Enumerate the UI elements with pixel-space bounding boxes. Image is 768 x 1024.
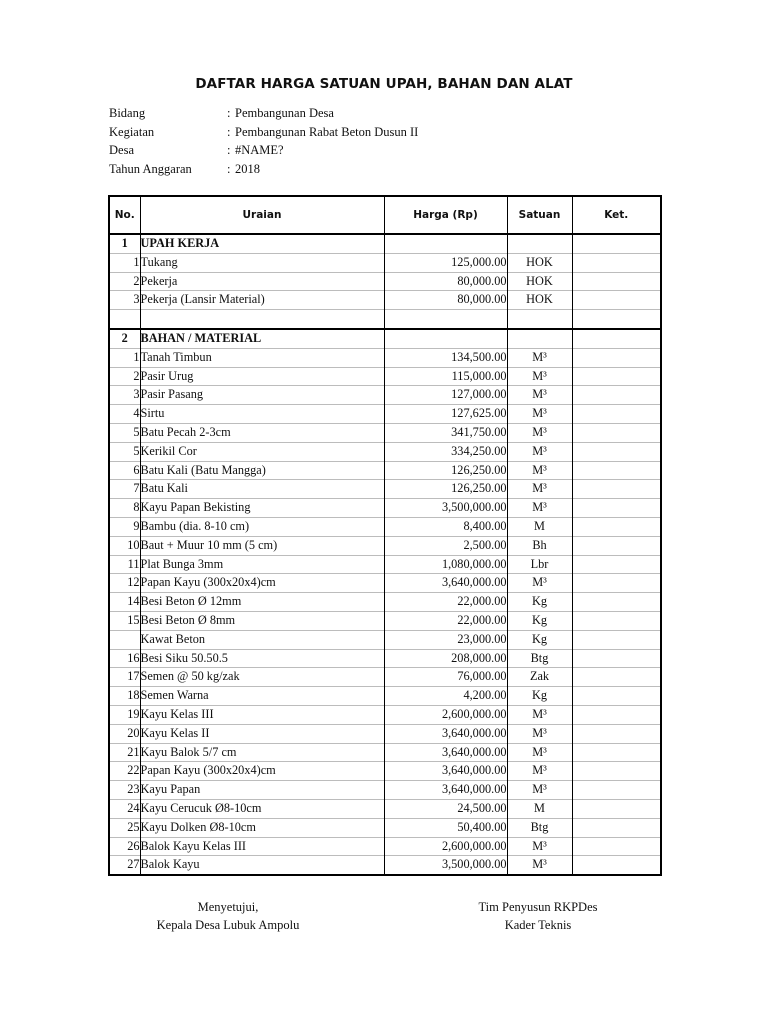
item-note [572, 442, 661, 461]
empty-cell [572, 329, 661, 348]
info-colon: : [227, 161, 231, 176]
table-header-row [109, 196, 661, 234]
item-note [572, 687, 661, 706]
item-price: 134,500.00 [384, 348, 507, 367]
item-name: Besi Siku 50.50.5 [140, 649, 384, 668]
item-name: Semen @ 50 kg/zak [140, 668, 384, 687]
item-price: 334,250.00 [384, 442, 507, 461]
signature-left-line1: Menyetujui, [197, 900, 259, 914]
table-row [109, 799, 661, 818]
item-name: Semen Warna [140, 687, 384, 706]
item-unit: M³ [507, 724, 572, 743]
item-unit: M [507, 517, 572, 536]
item-number: 27 [109, 856, 140, 875]
item-unit: M³ [507, 386, 572, 405]
item-number: 25 [109, 818, 140, 837]
item-unit: M³ [507, 837, 572, 856]
table-row [109, 630, 661, 649]
item-number: 17 [109, 668, 140, 687]
item-unit: M³ [507, 743, 572, 762]
item-price: 115,000.00 [384, 367, 507, 386]
item-name: Tanah Timbun [140, 348, 384, 367]
item-price: 3,500,000.00 [384, 499, 507, 518]
item-unit: Kg [507, 593, 572, 612]
item-price: 76,000.00 [384, 668, 507, 687]
item-note [572, 668, 661, 687]
header-no: No. [109, 196, 140, 234]
table-row [109, 480, 661, 499]
header-uraian: Uraian [140, 196, 384, 234]
item-price: 126,250.00 [384, 461, 507, 480]
item-name: Kayu Balok 5/7 cm [140, 743, 384, 762]
item-name: Kayu Papan Bekisting [140, 499, 384, 518]
item-note [572, 649, 661, 668]
item-unit: M³ [507, 367, 572, 386]
item-name: Kayu Kelas III [140, 705, 384, 724]
item-price: 2,500.00 [384, 536, 507, 555]
item-unit: M³ [507, 405, 572, 424]
info-value: 2018 [235, 161, 260, 176]
item-price: 22,000.00 [384, 593, 507, 612]
item-number: 24 [109, 799, 140, 818]
item-unit: M³ [507, 574, 572, 593]
item-name: Papan Kayu (300x20x4)cm [140, 762, 384, 781]
item-note [572, 743, 661, 762]
empty-cell [507, 329, 572, 348]
item-note [572, 724, 661, 743]
item-price: 125,000.00 [384, 253, 507, 272]
document-info [109, 104, 418, 178]
empty-cell [572, 310, 661, 329]
table-row [109, 291, 661, 310]
item-note [572, 272, 661, 291]
item-number: 23 [109, 781, 140, 800]
item-price: 23,000.00 [384, 630, 507, 649]
table-row [109, 818, 661, 837]
item-price: 80,000.00 [384, 291, 507, 310]
item-unit: Kg [507, 687, 572, 706]
table-row [109, 499, 661, 518]
table-body [109, 234, 661, 875]
table-row [109, 762, 661, 781]
item-number: 19 [109, 705, 140, 724]
item-name: Papan Kayu (300x20x4)cm [140, 574, 384, 593]
item-unit: Zak [507, 668, 572, 687]
info-value: Pembangunan Rabat Beton Dusun II [235, 124, 419, 139]
item-price: 2,600,000.00 [384, 705, 507, 724]
item-number: 2 [109, 272, 140, 291]
table-row [109, 668, 661, 687]
item-name: Pekerja (Lansir Material) [140, 291, 384, 310]
item-price: 3,500,000.00 [384, 856, 507, 875]
item-note [572, 856, 661, 875]
section-title: BAHAN / MATERIAL [140, 329, 384, 348]
item-number: 7 [109, 480, 140, 499]
item-unit: M³ [507, 348, 572, 367]
info-label: Kegiatan [109, 124, 155, 139]
empty-cell [140, 310, 384, 329]
empty-cell [572, 234, 661, 253]
info-colon: : [227, 124, 231, 139]
table-row [109, 611, 661, 630]
section-row [109, 234, 661, 253]
item-number: 4 [109, 405, 140, 424]
item-unit: Kg [507, 611, 572, 630]
item-number: 10 [109, 536, 140, 555]
item-note [572, 348, 661, 367]
item-price: 208,000.00 [384, 649, 507, 668]
info-row-desa [109, 141, 418, 160]
item-number: 8 [109, 499, 140, 518]
item-number: 5 [109, 423, 140, 442]
table-row [109, 253, 661, 272]
signature-right [438, 899, 638, 934]
item-name: Besi Beton Ø 8mm [140, 611, 384, 630]
table-row [109, 405, 661, 424]
item-number: 15 [109, 611, 140, 630]
item-name: Balok Kayu Kelas III [140, 837, 384, 856]
table-row [109, 743, 661, 762]
item-number: 21 [109, 743, 140, 762]
item-note [572, 405, 661, 424]
item-note [572, 781, 661, 800]
item-price: 50,400.00 [384, 818, 507, 837]
item-name: Kayu Cerucuk Ø8-10cm [140, 799, 384, 818]
item-price: 24,500.00 [384, 799, 507, 818]
item-note [572, 253, 661, 272]
item-name: Kayu Dolken Ø8-10cm [140, 818, 384, 837]
item-unit: Kg [507, 630, 572, 649]
item-number: 18 [109, 687, 140, 706]
info-label: Tahun Anggaran [109, 161, 192, 176]
empty-cell [109, 310, 140, 329]
item-note [572, 762, 661, 781]
info-row-bidang [109, 104, 418, 123]
item-price: 4,200.00 [384, 687, 507, 706]
item-note [572, 555, 661, 574]
item-unit: HOK [507, 291, 572, 310]
info-label: Bidang [109, 106, 146, 120]
item-unit: Bh [507, 536, 572, 555]
item-note [572, 837, 661, 856]
item-name: Sirtu [140, 405, 384, 424]
item-price: 80,000.00 [384, 272, 507, 291]
item-unit: M³ [507, 423, 572, 442]
item-note [572, 423, 661, 442]
item-unit: M³ [507, 856, 572, 875]
item-note [572, 611, 661, 630]
item-price: 3,640,000.00 [384, 743, 507, 762]
table-row [109, 781, 661, 800]
item-number: 5 [109, 442, 140, 461]
item-number: 9 [109, 517, 140, 536]
item-note [572, 386, 661, 405]
item-note [572, 705, 661, 724]
item-number: 26 [109, 837, 140, 856]
item-name: Pekerja [140, 272, 384, 291]
item-price: 127,000.00 [384, 386, 507, 405]
item-number: 12 [109, 574, 140, 593]
item-unit: Btg [507, 649, 572, 668]
info-value: Pembangunan Desa [235, 106, 334, 120]
signature-left [128, 899, 328, 934]
item-unit: Btg [507, 818, 572, 837]
item-note [572, 799, 661, 818]
item-name: Kayu Papan [140, 781, 384, 800]
item-unit: Lbr [507, 555, 572, 574]
item-price: 126,250.00 [384, 480, 507, 499]
item-note [572, 574, 661, 593]
info-value: #NAME? [235, 143, 284, 157]
info-colon: : [227, 106, 231, 120]
table-row [109, 272, 661, 291]
item-unit: M [507, 799, 572, 818]
item-price: 3,640,000.00 [384, 724, 507, 743]
item-note [572, 630, 661, 649]
item-price: 341,750.00 [384, 423, 507, 442]
item-number: 3 [109, 386, 140, 405]
item-number: 22 [109, 762, 140, 781]
signature-right-line1: Tim Penyusun RKPDes [478, 900, 598, 914]
info-colon: : [227, 143, 231, 157]
section-row [109, 329, 661, 348]
item-number: 6 [109, 461, 140, 480]
item-unit: HOK [507, 253, 572, 272]
header-satuan: Satuan [507, 196, 572, 234]
table-row [109, 386, 661, 405]
item-note [572, 593, 661, 612]
item-name: Batu Kali [140, 480, 384, 499]
table-row [109, 593, 661, 612]
item-name: Batu Kali (Batu Mangga) [140, 461, 384, 480]
empty-cell [384, 234, 507, 253]
item-note [572, 499, 661, 518]
table-row [109, 649, 661, 668]
table-row [109, 423, 661, 442]
item-number: 3 [109, 291, 140, 310]
item-note [572, 536, 661, 555]
item-name: Kayu Kelas II [140, 724, 384, 743]
item-name: Plat Bunga 3mm [140, 555, 384, 574]
item-note [572, 818, 661, 837]
item-unit: M³ [507, 705, 572, 724]
item-name: Tukang [140, 253, 384, 272]
item-price: 2,600,000.00 [384, 837, 507, 856]
item-number: 20 [109, 724, 140, 743]
item-name: Besi Beton Ø 12mm [140, 593, 384, 612]
info-row-tahun-anggaran [109, 160, 418, 179]
price-table [108, 195, 662, 876]
empty-cell [384, 310, 507, 329]
item-unit: M³ [507, 499, 572, 518]
item-unit: HOK [507, 272, 572, 291]
table-row [109, 856, 661, 875]
document-title: DAFTAR HARGA SATUAN UPAH, BAHAN DAN ALAT [195, 76, 573, 92]
table-row [109, 574, 661, 593]
item-name: Bambu (dia. 8-10 cm) [140, 517, 384, 536]
item-price: 3,640,000.00 [384, 574, 507, 593]
info-row-kegiatan [109, 123, 418, 142]
item-price: 127,625.00 [384, 405, 507, 424]
item-note [572, 480, 661, 499]
item-number: 2 [109, 367, 140, 386]
table-row [109, 687, 661, 706]
item-unit: M³ [507, 480, 572, 499]
item-unit: M³ [507, 442, 572, 461]
table-row [109, 367, 661, 386]
table-row [109, 517, 661, 536]
item-name: Batu Pecah 2-3cm [140, 423, 384, 442]
table-row [109, 536, 661, 555]
item-number [109, 630, 140, 649]
section-number: 2 [109, 329, 140, 348]
item-price: 22,000.00 [384, 611, 507, 630]
item-price: 3,640,000.00 [384, 781, 507, 800]
item-number: 1 [109, 348, 140, 367]
item-price: 1,080,000.00 [384, 555, 507, 574]
table-row [109, 837, 661, 856]
spacer-row [109, 310, 661, 329]
item-unit: M³ [507, 762, 572, 781]
table-row [109, 724, 661, 743]
item-price: 8,400.00 [384, 517, 507, 536]
header-ket: Ket. [572, 196, 661, 234]
item-number: 1 [109, 253, 140, 272]
item-price: 3,640,000.00 [384, 762, 507, 781]
item-number: 16 [109, 649, 140, 668]
item-name: Pasir Pasang [140, 386, 384, 405]
item-number: 14 [109, 593, 140, 612]
table-row [109, 555, 661, 574]
info-label: Desa [109, 143, 134, 157]
section-number: 1 [109, 234, 140, 253]
item-name: Kerikil Cor [140, 442, 384, 461]
table-row [109, 348, 661, 367]
item-name: Baut + Muur 10 mm (5 cm) [140, 536, 384, 555]
empty-cell [507, 234, 572, 253]
item-unit: M³ [507, 461, 572, 480]
item-note [572, 291, 661, 310]
table-row [109, 461, 661, 480]
empty-cell [507, 310, 572, 329]
item-unit: M³ [507, 781, 572, 800]
item-name: Pasir Urug [140, 367, 384, 386]
signature-left-line2: Kepala Desa Lubuk Ampolu [156, 917, 300, 932]
item-name: Kawat Beton [140, 630, 384, 649]
item-name: Balok Kayu [140, 856, 384, 875]
item-note [572, 367, 661, 386]
signature-right-line2: Kader Teknis [504, 917, 572, 932]
item-note [572, 461, 661, 480]
item-number: 11 [109, 555, 140, 574]
empty-cell [384, 329, 507, 348]
section-title: UPAH KERJA [140, 234, 384, 253]
item-note [572, 517, 661, 536]
header-harga: Harga (Rp) [384, 196, 507, 234]
table-row [109, 705, 661, 724]
table-row [109, 442, 661, 461]
